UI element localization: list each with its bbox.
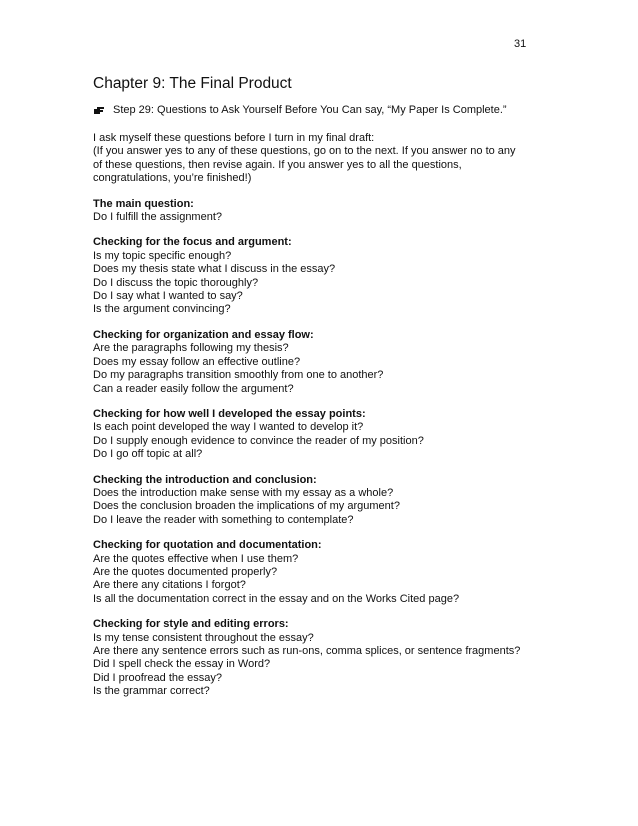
- step-text: Step 29: Questions to Ask Yourself Before You Can say, “My Paper Is Complete.”: [113, 104, 507, 116]
- question-line: Do I go off topic at all?: [93, 448, 203, 461]
- question-line: Do I say what I wanted to say?: [93, 290, 243, 303]
- section-development: [93, 408, 553, 462]
- intro-line: congratulations, you’re finished!): [93, 172, 252, 185]
- section-intro-conclusion: [93, 474, 553, 528]
- page-number: 31: [514, 38, 527, 50]
- intro-line: I ask myself these questions before I turn in my final draft:: [93, 132, 375, 144]
- step-line: [93, 103, 553, 117]
- question-line: Does my thesis state what I discuss in the essay?: [93, 263, 336, 276]
- section-heading: Checking for how well I developed the essay points:: [93, 407, 366, 420]
- chapter-title: Chapter 9: The Final Product: [93, 75, 292, 92]
- question-line: Are the quotes documented properly?: [93, 565, 278, 578]
- section-focus-argument: [93, 236, 553, 316]
- section-heading: Checking for organization and essay flow:: [93, 328, 314, 341]
- question-line: Is my tense consistent throughout the essay?: [93, 631, 314, 644]
- section-heading: Checking the introduction and conclusion:: [93, 473, 317, 486]
- intro-line: (If you answer yes to any of these questions, go on to the next. If you answer no to any: [93, 145, 516, 158]
- question-line: Is my topic specific enough?: [93, 249, 232, 262]
- question-line: Are there any sentence errors such as run-ons, comma splices, or sentence fragments?: [93, 645, 521, 657]
- question-line: Does the introduction make sense with my essay as a whole?: [93, 486, 394, 499]
- section-style-editing: [93, 618, 553, 698]
- question-line: Is the grammar correct?: [93, 685, 210, 698]
- question-line: Did I spell check the essay in Word?: [93, 658, 271, 671]
- question-line: Is the argument convincing?: [93, 303, 231, 316]
- question-line: Is each point developed the way I wanted to develop it?: [93, 421, 364, 434]
- page-content: [93, 74, 553, 711]
- question-line: Are the paragraphs following my thesis?: [93, 342, 289, 355]
- question-line: Do I leave the reader with something to contemplate?: [93, 513, 354, 526]
- question-line: Do I discuss the topic thoroughly?: [93, 276, 259, 289]
- question-line: Are the quotes effective when I use them?: [93, 552, 299, 565]
- question-line: Did I proofread the essay?: [93, 671, 223, 684]
- section-heading: Checking for quotation and documentation:: [93, 539, 322, 552]
- question-line: Is all the documentation correct in the essay and on the Works Cited page?: [93, 592, 460, 605]
- section-main-question: [93, 198, 553, 225]
- intro-paragraph: [93, 132, 553, 186]
- section-heading: Checking for style and editing errors:: [93, 618, 289, 631]
- section-organization-flow: [93, 329, 553, 396]
- intro-line: of these questions, then revise again. If you answer yes to all the questions,: [93, 158, 462, 171]
- question-line: Are there any citations I forgot?: [93, 579, 246, 592]
- section-heading: Checking for the focus and argument:: [93, 236, 292, 249]
- question-line: Do my paragraphs transition smoothly from one to another?: [93, 369, 384, 382]
- question-line: Can a reader easily follow the argument?: [93, 382, 294, 395]
- question-line: Does my essay follow an effective outline?: [93, 355, 301, 368]
- question-line: Do I supply enough evidence to convince the reader of my position?: [93, 434, 424, 447]
- section-heading: The main question:: [93, 197, 194, 210]
- question-line: Does the conclusion broaden the implications of my argument?: [93, 500, 400, 513]
- section-quotation-documentation: [93, 539, 553, 606]
- pointing-hand-icon: [93, 105, 106, 116]
- question-line: Do I fulfill the assignment?: [93, 211, 223, 224]
